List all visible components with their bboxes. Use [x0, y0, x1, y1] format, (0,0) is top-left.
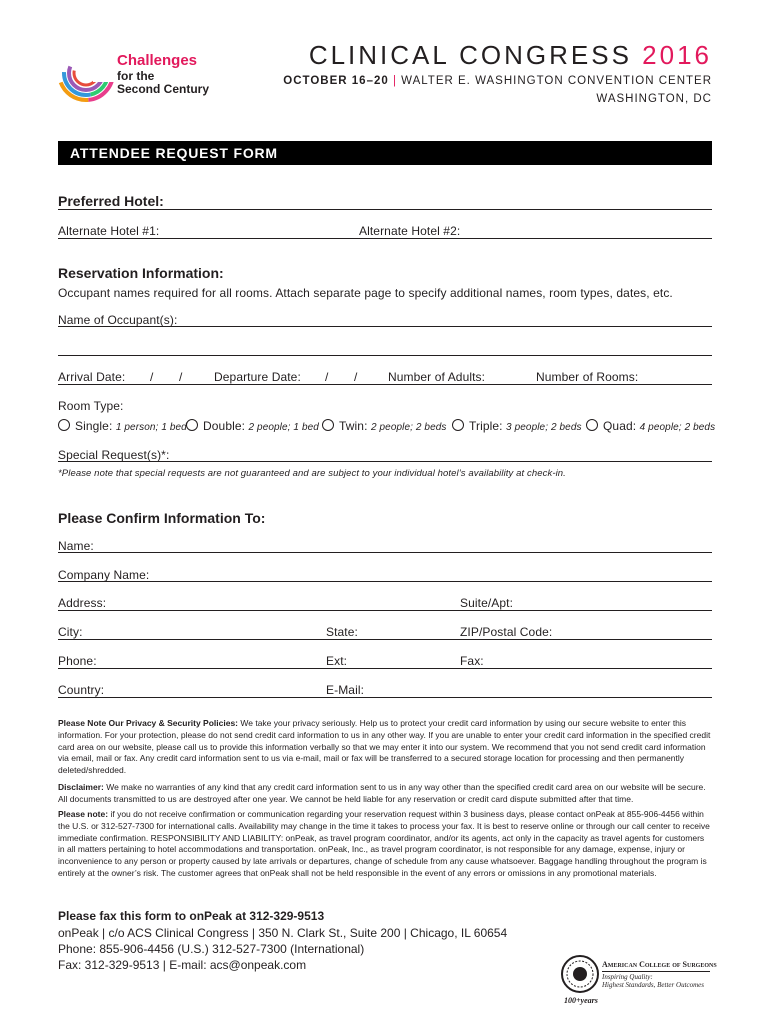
departure-slash-1: / [325, 370, 329, 384]
address-field[interactable] [58, 610, 712, 611]
country-field[interactable] [58, 697, 712, 698]
acs-logo [560, 954, 717, 1014]
single-radio[interactable] [58, 419, 70, 431]
special-requests-note: *Please note that special requests are not guaranteed and are subject to your individual hotel’s availability at check-in. [58, 468, 566, 479]
congress-city: WASHINGTON, DC [596, 93, 712, 105]
fax-instruction: Please fax this form to onPeak at 312-329-9513 [58, 909, 325, 923]
form-title-bar [58, 141, 712, 165]
logo-line-1: Challenges [117, 52, 198, 69]
privacy-policy [58, 718, 712, 777]
state-label: State: [326, 625, 358, 639]
footer-address: onPeak | c/o ACS Clinical Congress | 350 N. Clark St., Suite 200 | Chicago, IL 60654 [58, 926, 508, 940]
logo-line-3: Second Century [117, 82, 210, 96]
occupants-label: Name of Occupant(s): [58, 313, 178, 327]
acs-years: 100+years [564, 996, 598, 1005]
reservation-heading: Reservation Information: [58, 265, 224, 281]
alternate-hotel-field[interactable] [58, 238, 712, 239]
acs-divider [602, 971, 710, 972]
suite-label: Suite/Apt: [460, 596, 514, 610]
congress-dates: OCTOBER 16–20 [283, 75, 389, 87]
acs-tagline-2: Highest Standards, Better Outcomes [602, 981, 705, 989]
arrival-date-label: Arrival Date: [58, 370, 126, 384]
privacy-heading: Please Note Our Privacy & Security Policies: [58, 718, 238, 728]
preferred-hotel-label: Preferred Hotel: [58, 193, 164, 209]
congress-dates-line [283, 75, 712, 87]
country-label: Country: [58, 683, 105, 697]
preferred-hotel-field[interactable] [58, 209, 712, 210]
twin-radio[interactable] [322, 419, 334, 431]
logo-line-2: for the [117, 69, 155, 83]
acs-name: American College of Surgeons [602, 960, 717, 969]
single-detail: 1 person; 1 bed [115, 422, 187, 433]
arrival-slash-1: / [150, 370, 154, 384]
special-requests-label: Special Request(s)*: [58, 448, 170, 462]
please-note [58, 809, 712, 880]
triple-radio[interactable] [452, 419, 464, 431]
phone-field[interactable] [58, 668, 712, 669]
double-radio[interactable] [186, 419, 198, 431]
please-note-heading: Please note: [58, 809, 109, 819]
occupants-field-2[interactable] [58, 355, 712, 356]
company-label: Company Name: [58, 568, 150, 582]
email-label: E-Mail: [326, 683, 365, 697]
arrival-slash-2: / [179, 370, 183, 384]
twin-name: Twin: [339, 419, 368, 433]
footer-phone: Phone: 855-906-4456 (U.S.) 312-527-7300 (International) [58, 942, 365, 956]
city-field[interactable] [58, 639, 712, 640]
city-label: City: [58, 625, 83, 639]
quad-name: Quad: [603, 419, 637, 433]
alternate-hotel-2-label: Alternate Hotel #2: [359, 224, 461, 238]
acs-tagline-1: Inspiring Quality: [602, 973, 653, 981]
triple-detail: 3 people; 2 beds [506, 422, 582, 433]
room-option-double[interactable] [186, 419, 319, 435]
congress-year: 2016 [642, 40, 712, 70]
room-option-single[interactable] [58, 419, 187, 435]
single-name: Single: [75, 419, 113, 433]
footer-fax-email: Fax: 312-329-9513 | E-mail: acs@onpeak.com [58, 958, 307, 972]
congress-title [309, 40, 712, 71]
challenges-c-icon [55, 42, 117, 104]
phone-label: Phone: [58, 654, 97, 668]
name-label: Name: [58, 539, 94, 553]
quad-detail: 4 people; 2 beds [639, 422, 716, 433]
address-label: Address: [58, 596, 107, 610]
room-option-quad[interactable] [586, 419, 715, 435]
congress-title-text: CLINICAL CONGRESS [308, 40, 632, 70]
challenges-logo [55, 42, 230, 104]
alternate-hotel-1-label: Alternate Hotel #1: [58, 224, 160, 238]
room-type-label: Room Type: [58, 399, 124, 413]
room-option-twin[interactable] [322, 419, 447, 435]
please-note-text: if you do not receive confirmation or communication regarding your reservation request within 3 business days, please contact onPeak at 855-906-4456 within the U.S. or 312-527-7300 for international calls. Availability may change in the time it takes to process your fax. It is best to reserve online or through our call center to receive immediate confirmation. RESPONSIBILITY AND LIABILITY: onPeak, as travel program coordinator, and/or its agents, act only in the capacity as travel agents for customers in all matters pertaining to hotel accommodations and transportation. onPeak, Inc., as travel program coordinator, is not responsible for any damage, expense, injury or inconvenience to any person or property caused by late arrivals or departures, change of schedule from any cause whatsoever. Baggage handling throughout the program is entirely at the owner’s risk. The customer agrees that onPeak shall not be held responsible in the event of any errors or omissions in any promotional materials. [58, 809, 710, 878]
departure-slash-2: / [354, 370, 358, 384]
adults-label: Number of Adults: [388, 370, 486, 384]
reservation-note: Occupant names required for all rooms. Attach separate page to specify additional names, room types, dates, etc. [58, 286, 673, 300]
occupants-field-1[interactable] [58, 326, 712, 327]
disclaimer [58, 782, 712, 806]
disclaimer-text: We make no warranties of any kind that any credit card information sent to us in any way other than the specified credit card area on our website will be secure. All documents transmitted to us are destroyed after one year. We cannot be held liable for any reservation or credit card dispute submitted after that time. [58, 782, 706, 804]
ext-label: Ext: [326, 654, 348, 668]
twin-detail: 2 people; 2 beds [370, 422, 447, 433]
triple-name: Triple: [469, 419, 503, 433]
special-requests-field[interactable] [58, 461, 712, 462]
disclaimer-heading: Disclaimer: [58, 782, 104, 792]
company-field[interactable] [58, 581, 712, 582]
double-detail: 2 people; 1 bed [248, 422, 319, 433]
quad-radio[interactable] [586, 419, 598, 431]
form-title: ATTENDEE REQUEST FORM [70, 145, 278, 161]
acs-seal-icon [560, 954, 600, 994]
fax-label: Fax: [460, 654, 484, 668]
header-separator: | [392, 75, 397, 87]
confirm-heading: Please Confirm Information To: [58, 510, 266, 526]
zip-label: ZIP/Postal Code: [460, 625, 553, 639]
double-name: Double: [203, 419, 246, 433]
name-field[interactable] [58, 552, 712, 553]
room-option-triple[interactable] [452, 419, 582, 435]
rooms-label: Number of Rooms: [536, 370, 639, 384]
congress-venue: WALTER E. WASHINGTON CONVENTION CENTER [401, 75, 712, 87]
departure-date-label: Departure Date: [214, 370, 301, 384]
privacy-text: We take your privacy seriously. Help us to protect your credit card information by using our secure website to enter this information. For your protection, please do not send credit card information to us in any other way. If you are unable to enter your credit card information in the specified credit card area on our website, please call us to provide this information verbally so that we may enter it into our system. We recommend that you not send credit card information via email, mail or fax. Any credit card information sent to us via e-mail, mail or fax will be transferred to a secured storage location for processing and then permanently deleted/shredded. [58, 718, 711, 776]
dates-field[interactable] [58, 384, 712, 385]
